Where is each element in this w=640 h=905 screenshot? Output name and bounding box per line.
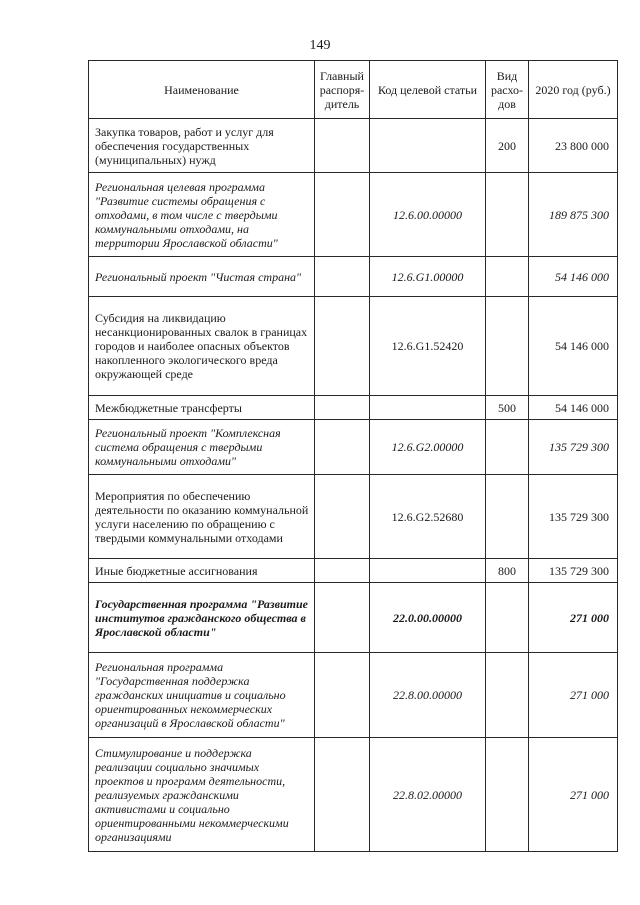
row-code: 22.8.00.00000 xyxy=(370,653,486,738)
row-name: Региональный проект "Чистая страна" xyxy=(89,257,315,297)
row-name: Региональный проект "Комплексная система обращения с твердыми коммунальными отходами" xyxy=(89,420,315,475)
row-amount: 135 729 300 xyxy=(529,559,618,583)
row-name: Региональная программа "Государственная поддержка гражданских инициатив и социально ориентированных некоммерческих организаций в Ярославской области" xyxy=(89,653,315,738)
row-amount: 271 000 xyxy=(529,738,618,852)
table-row xyxy=(89,173,618,257)
table-row xyxy=(89,583,618,653)
row-name: Субсидия на ликвидацию несанкционированных свалок в границах городов и наиболее опасных объектов накопленного экологического вреда окружающей среде xyxy=(89,297,315,396)
row-name: Стимулирование и поддержка реализации социально значимых проектов и программ деятельности, реализуемых гражданскими активистами и социально ориентированными некоммерческими организациями xyxy=(89,738,315,852)
row-admin xyxy=(315,583,370,653)
row-code: 12.6.G2.52680 xyxy=(370,475,486,559)
row-amount: 54 146 000 xyxy=(529,396,618,420)
row-kind: 800 xyxy=(486,559,529,583)
row-kind xyxy=(486,297,529,396)
header-amount: 2020 год (руб.) xyxy=(529,61,618,119)
row-name: Мероприятия по обеспечению деятельности по оказанию коммунальной услуги населению по обращению с твердыми коммунальными отходами xyxy=(89,475,315,559)
row-name: Региональная целевая программа "Развитие системы обращения с отходами, в том числе с твердыми коммунальными отходами, на территории Ярославской области" xyxy=(89,173,315,257)
row-amount: 135 729 300 xyxy=(529,420,618,475)
row-kind: 500 xyxy=(486,396,529,420)
row-admin xyxy=(315,475,370,559)
table-row xyxy=(89,297,618,396)
row-code: 12.6.G1.00000 xyxy=(370,257,486,297)
table-row xyxy=(89,119,618,173)
row-kind xyxy=(486,257,529,297)
row-kind xyxy=(486,583,529,653)
row-amount: 189 875 300 xyxy=(529,173,618,257)
header-code: Код целевой статьи xyxy=(370,61,486,119)
page-number: 149 xyxy=(309,38,331,53)
row-amount: 271 000 xyxy=(529,653,618,738)
row-name: Иные бюджетные ассигнования xyxy=(89,559,315,583)
row-admin xyxy=(315,559,370,583)
row-admin xyxy=(315,297,370,396)
table-header-row xyxy=(89,61,618,119)
row-amount: 23 800 000 xyxy=(529,119,618,173)
row-kind xyxy=(486,653,529,738)
row-code xyxy=(370,559,486,583)
row-code xyxy=(370,119,486,173)
row-admin xyxy=(315,173,370,257)
row-admin xyxy=(315,396,370,420)
row-amount: 54 146 000 xyxy=(529,257,618,297)
row-code xyxy=(370,396,486,420)
table-row xyxy=(89,738,618,852)
row-name: Межбюджетные трансферты xyxy=(89,396,315,420)
row-amount: 271 000 xyxy=(529,583,618,653)
header-name: Наименование xyxy=(89,61,315,119)
row-admin xyxy=(315,653,370,738)
row-admin xyxy=(315,257,370,297)
table-row xyxy=(89,559,618,583)
row-code: 22.8.02.00000 xyxy=(370,738,486,852)
row-code: 12.6.G2.00000 xyxy=(370,420,486,475)
table-row xyxy=(89,420,618,475)
header-kind: Вид расхо-дов xyxy=(486,61,529,119)
row-code: 12.6.00.00000 xyxy=(370,173,486,257)
row-kind: 200 xyxy=(486,119,529,173)
table-row xyxy=(89,396,618,420)
header-admin: Главный распоря-дитель xyxy=(315,61,370,119)
row-kind xyxy=(486,475,529,559)
row-admin xyxy=(315,738,370,852)
row-code: 22.0.00.00000 xyxy=(370,583,486,653)
row-kind xyxy=(486,420,529,475)
budget-table xyxy=(88,60,618,852)
row-kind xyxy=(486,738,529,852)
table-row xyxy=(89,475,618,559)
table-row xyxy=(89,257,618,297)
row-name: Государственная программа "Развитие институтов гражданского общества в Ярославской области" xyxy=(89,583,315,653)
row-name: Закупка товаров, работ и услуг для обеспечения государственных (муниципальных) нужд xyxy=(89,119,315,173)
table-row xyxy=(89,653,618,738)
row-amount: 54 146 000 xyxy=(529,297,618,396)
row-admin xyxy=(315,119,370,173)
row-code: 12.6.G1.52420 xyxy=(370,297,486,396)
row-amount: 135 729 300 xyxy=(529,475,618,559)
row-kind xyxy=(486,173,529,257)
row-admin xyxy=(315,420,370,475)
